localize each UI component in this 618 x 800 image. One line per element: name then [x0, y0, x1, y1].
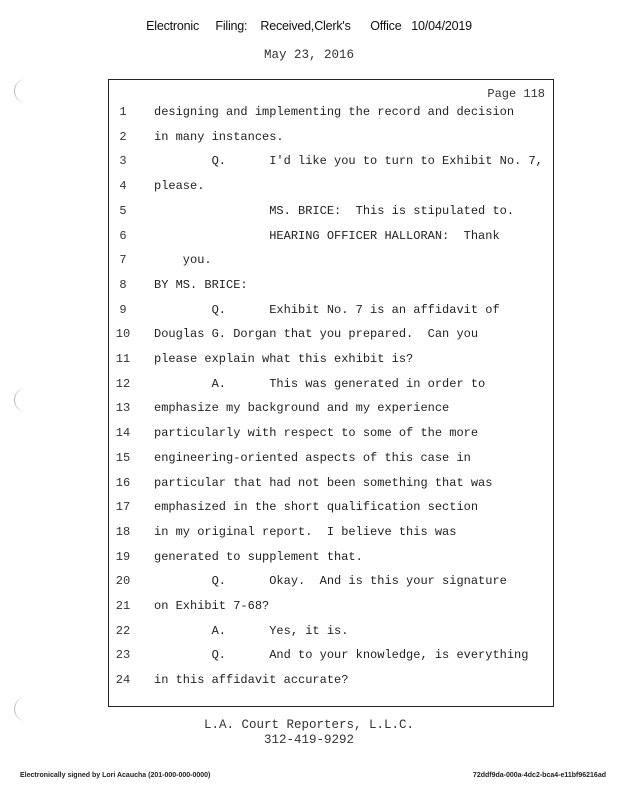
line-number: 7 [119, 253, 127, 268]
transcript-line [109, 352, 555, 372]
transcript-line [109, 401, 555, 421]
line-number: 17 [115, 500, 131, 515]
line-number: 24 [115, 673, 131, 688]
line-number: 5 [119, 203, 127, 218]
line-text: please. [154, 179, 205, 194]
line-text: in my original report. I believe this was [154, 524, 457, 539]
line-text: engineering-oriented aspects of this case in [154, 450, 471, 465]
line-number: 20 [115, 574, 131, 589]
line-number: 18 [115, 524, 131, 539]
transcript-line [109, 673, 555, 693]
line-text: BY MS. BRICE: [154, 277, 248, 292]
line-text: particularly with respect to some of the more [154, 426, 479, 441]
reporter-name: L.A. Court Reporters, L.L.C. [203, 718, 415, 732]
transcript-line [109, 130, 555, 150]
line-text: Q. And to your knowledge, is everything [154, 648, 529, 663]
electronic-signature: Electronically signed by Lori Acaucha (201-000-000-0000) [20, 772, 211, 779]
line-number: 23 [115, 648, 131, 663]
line-number: 9 [119, 302, 127, 317]
line-number: 1 [119, 105, 127, 119]
line-number: 11 [115, 352, 131, 366]
line-text: emphasize my background and my experience [154, 401, 450, 416]
transcript-line [109, 624, 555, 644]
line-number: 13 [115, 401, 131, 416]
document-hash: 72ddf9da-000a-4dc2-bca4-e11bf96216ad [472, 772, 606, 779]
line-text: emphasized in the short qualification section [154, 500, 479, 515]
transcript-line [109, 476, 555, 496]
line-text: in this affidavit accurate? [154, 673, 349, 688]
transcript-page [108, 79, 554, 707]
filing-stamp: Electronic Filing: Received,Clerk's Office 10/04/2019 [146, 19, 472, 33]
line-number: 19 [115, 549, 131, 564]
transcript-line [109, 574, 555, 594]
transcript-line [109, 327, 555, 347]
line-number: 4 [119, 179, 127, 194]
transcript-line [109, 500, 555, 520]
transcript-line [109, 303, 555, 323]
transcript-line [109, 154, 555, 174]
transcript-line [109, 648, 555, 668]
line-number: 2 [119, 129, 127, 144]
line-text: designing and implementing the record and decision [154, 105, 515, 119]
line-number: 3 [119, 154, 127, 169]
reporter-phone: 312-419-9292 [263, 733, 354, 747]
deposition-date: May 23, 2016 [263, 48, 354, 62]
line-text: A. This was generated in order to [154, 376, 486, 391]
line-text: particular that had not been something that was [154, 475, 493, 490]
transcript-line [109, 451, 555, 471]
line-text: Q. I'd like you to turn to Exhibit No. 7, [154, 154, 543, 169]
line-text: MS. BRICE: This is stipulated to. [154, 203, 515, 218]
line-text: on Exhibit 7-68? [154, 599, 270, 613]
line-text: in many instances. [154, 129, 284, 144]
binder-hole-top [14, 79, 38, 103]
line-text: Q. Exhibit No. 7 is an affidavit of [154, 302, 500, 317]
transcript-line [109, 599, 555, 619]
line-text: please explain what this exhibit is? [154, 352, 414, 366]
line-text: generated to supplement that. [154, 549, 363, 564]
binder-hole-middle [14, 388, 38, 412]
line-text: you. [154, 253, 212, 268]
line-number: 14 [115, 426, 131, 441]
line-text: Douglas G. Dorgan that you prepared. Can you [154, 327, 479, 342]
transcript-line [109, 550, 555, 570]
line-number: 21 [115, 599, 131, 613]
transcript-line [109, 179, 555, 199]
transcript-line [109, 525, 555, 545]
transcript-line [109, 377, 555, 397]
line-number: 15 [115, 450, 131, 465]
transcript-line [109, 278, 555, 298]
line-text: A. Yes, it is. [154, 623, 349, 638]
line-text: HEARING OFFICER HALLORAN: Thank [154, 228, 500, 243]
line-number: 8 [119, 277, 127, 292]
transcript-line [109, 105, 555, 125]
page-number: Page 118 [487, 87, 545, 101]
line-number: 22 [115, 623, 131, 638]
line-number: 12 [115, 376, 131, 391]
line-number: 10 [115, 327, 131, 342]
line-number: 6 [119, 228, 127, 243]
line-number: 16 [115, 475, 131, 490]
transcript-line [109, 204, 555, 224]
transcript-line [109, 253, 555, 273]
transcript-line [109, 426, 555, 446]
transcript-line [109, 229, 555, 249]
line-text: Q. Okay. And is this your signature [154, 574, 507, 589]
